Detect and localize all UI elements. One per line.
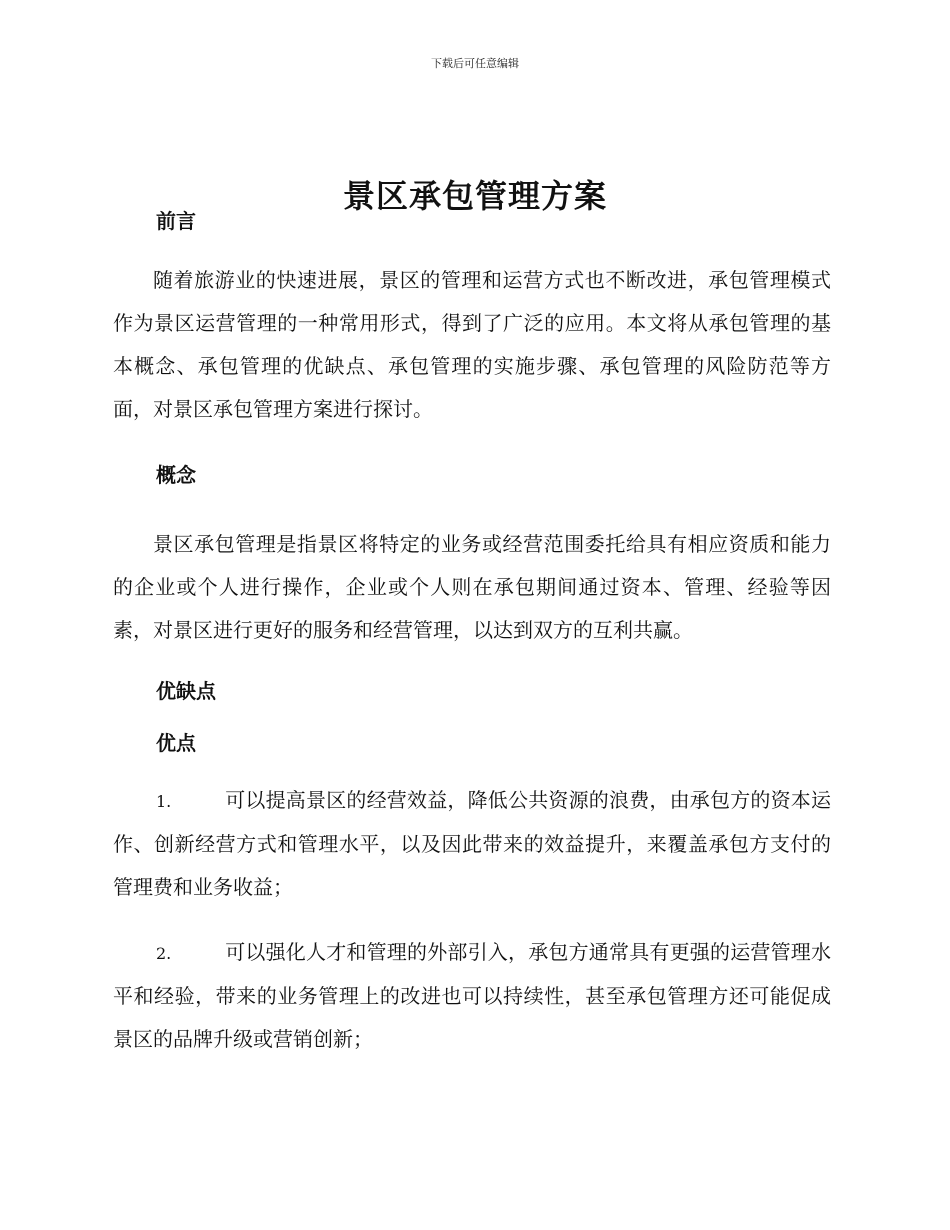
document-title: 景区承包管理方案 — [342, 177, 607, 216]
advantage-item-2-number: 2. — [156, 944, 172, 963]
advantage-item-1-number: 1. — [156, 792, 172, 811]
pros-cons-heading: 优缺点 — [156, 679, 216, 703]
preface-paragraph: 随着旅游业的快速进展，景区的管理和运营方式也不断改进，承包管理模式作为景区运营管理的一种常用形式，得到了广泛的应用。本文将从承包管理的基本概念、承包管理的优缺点、承包管理的实施步骤、承包管理的风险防范等方面，对景区承包管理方案进行探讨。 — [113, 268, 831, 421]
spacing-after-preface-heading — [113, 237, 831, 259]
advantage-item-1 — [113, 779, 831, 909]
spacing-after-concept-heading — [113, 491, 831, 523]
concept-paragraph: 景区承包管理是指景区将特定的业务或经营范围委托给具有相应资质和能力的企业或个人进行操作，企业或个人则在承包期间通过资本、管理、经验等因素，对景区进行更好的服务和经营管理，以达到双方的互利共赢。 — [113, 532, 831, 642]
advantage-item-2-text: 可以强化人才和管理的外部引入，承包方通常具有更强的运营管理水平和经验，带来的业务管理上的改进也可以持续性，甚至承包管理方还可能促成景区的品牌升级或营销创新； — [113, 940, 831, 1051]
header-note: 下载后可任意编辑 — [431, 57, 519, 70]
advantages-heading: 优点 — [156, 731, 196, 755]
document-body — [113, 205, 831, 1061]
concept-heading: 概念 — [156, 463, 196, 487]
spacing-before-concept — [113, 431, 831, 459]
preface-heading: 前言 — [156, 209, 196, 233]
spacing-between-advantages — [113, 909, 831, 931]
spacing-before-pros-cons — [113, 652, 831, 675]
spacing-before-advantage-list — [113, 759, 831, 779]
advantage-item-1-text: 可以提高景区的经营效益，降低公共资源的浪费，由承包方的资本运作、创新经营方式和管理水平，以及因此带来的效益提升，来覆盖承包方支付的管理费和业务收益； — [113, 788, 831, 899]
advantage-item-2 — [113, 931, 831, 1061]
spacing-before-advantages — [113, 707, 831, 727]
